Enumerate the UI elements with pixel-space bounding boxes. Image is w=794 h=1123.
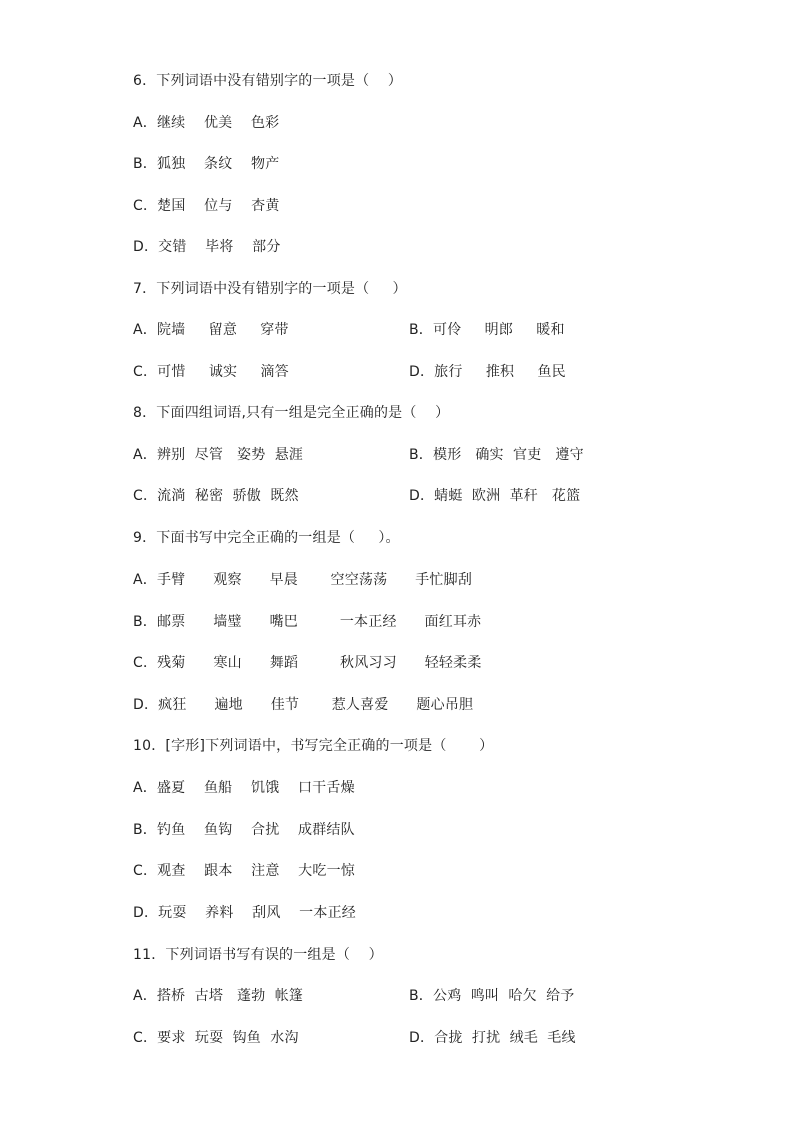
question-6-option-b: B．狐独 条纹 物产 [133, 156, 280, 172]
question-8-option-a: A．辨别 尽管 姿势 悬涯 [133, 447, 304, 463]
question-11-option-a: A．搭桥 古塔 蓬勃 帐篷 [133, 988, 304, 1004]
question-9-option-b: B．邮票 墙璧 嘴巴 一本正经 面红耳赤 [133, 614, 482, 630]
question-10-option-d: D．玩耍 养料 刮风 一本正经 [133, 905, 356, 921]
question-7-option-b: B．可伶 明郎 暖和 [409, 322, 565, 338]
question-6-stem: 6．下列词语中没有错别字的一项是（ ） [133, 73, 403, 89]
question-6-option-d: D．交错 毕将 部分 [133, 239, 281, 255]
question-7-option-d: D．旅行 推积 鱼民 [409, 364, 566, 380]
question-7-option-c: C．可惜 诚实 滴答 [133, 364, 289, 380]
question-11-option-c: C．要求 玩耍 钩鱼 水沟 [133, 1030, 299, 1046]
question-6-option-a: A．继续 优美 色彩 [133, 115, 280, 131]
question-9-option-d: D．疯狂 遍地 佳节 惹人喜爱 题心吊胆 [133, 697, 474, 713]
question-10-option-c: C．观查 跟本 注意 大吃一惊 [133, 863, 355, 879]
question-8-option-c: C．流淌 秘密 骄傲 既然 [133, 488, 299, 504]
question-10-stem: 10．[字形]下列词语中，书写完全正确的一项是（ ） [133, 738, 494, 754]
question-11-stem: 11．下列词语书写有误的一组是（ ） [133, 947, 383, 963]
question-11-option-b: B．公鸡 鸣叫 哈欠 给予 [409, 988, 575, 1004]
question-11-option-d: D．合拢 打扰 绒毛 毛线 [409, 1030, 576, 1046]
question-9-option-c: C．残菊 寒山 舞蹈 秋风习习 轻轻柔柔 [133, 655, 482, 671]
question-10-option-b: B．钓鱼 鱼钩 合扰 成群结队 [133, 822, 355, 838]
question-8-option-d: D．蜻蜓 欧洲 革秆 花篮 [409, 488, 581, 504]
question-9-option-a: A．手臂 观察 早晨 空空荡荡 手忙脚刮 [133, 572, 473, 588]
question-9-stem: 9．下面书写中完全正确的一组是（ ）。 [133, 530, 400, 546]
question-10-option-a: A．盛夏 鱼船 饥饿 口干舌燥 [133, 780, 355, 796]
question-8-stem: 8．下面四组词语,只有一组是完全正确的是（ ） [133, 405, 450, 421]
question-7-option-a: A．院墙 留意 穿带 [133, 322, 289, 338]
question-7-stem: 7．下列词语中没有错别字的一项是（ ） [133, 281, 407, 297]
question-6-option-c: C．楚国 位与 杏黄 [133, 198, 280, 214]
question-8-option-b: B．模形 确实 官吏 遵守 [409, 447, 584, 463]
